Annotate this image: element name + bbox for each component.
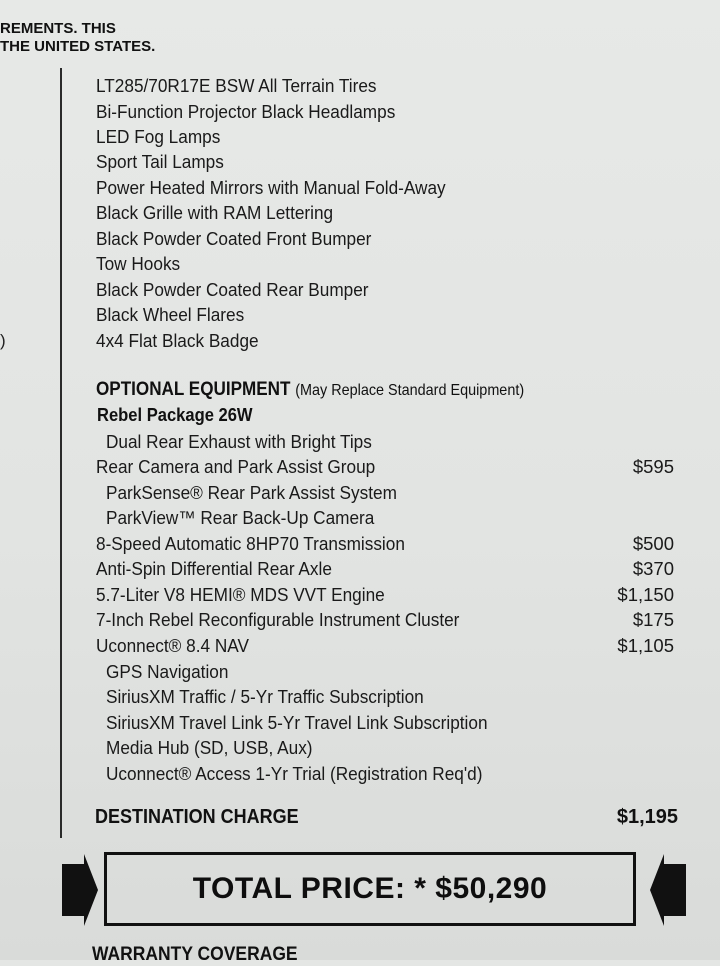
- list-item: Rear Camera and Park Assist Group: [96, 456, 376, 477]
- list-item: 5.7-Liter V8 HEMI® MDS VVT Engine: [96, 584, 385, 605]
- list-item: SiriusXM Traffic / 5-Yr Traffic Subscription: [106, 686, 424, 707]
- package-title: Rebel Package 26W: [97, 405, 253, 425]
- list-item: Bi-Function Projector Black Headlamps: [96, 101, 396, 122]
- list-item: SiriusXM Travel Link 5-Yr Travel Link Subscription: [106, 712, 488, 733]
- header-line-1: REMENTS. THIS: [0, 20, 116, 37]
- list-item: Uconnect® 8.4 NAV: [96, 635, 249, 656]
- item-price: $175: [632, 609, 674, 630]
- arrow-left-icon: [650, 854, 686, 926]
- warranty-heading: WARRANTY COVERAGE: [92, 944, 298, 965]
- item-price: $370: [632, 558, 674, 579]
- column-divider: [60, 68, 62, 838]
- total-price-box: [104, 852, 636, 926]
- list-item: 4x4 Flat Black Badge: [96, 330, 259, 351]
- list-item: Black Powder Coated Rear Bumper: [96, 279, 369, 300]
- list-item: Anti-Spin Differential Rear Axle: [96, 558, 332, 579]
- list-item: Black Wheel Flares: [96, 304, 245, 325]
- total-price: TOTAL PRICE: * $50,290: [192, 872, 548, 905]
- destination-charge-label: DESTINATION CHARGE: [95, 806, 299, 828]
- list-item: ParkView™ Rear Back-Up Camera: [106, 507, 375, 528]
- destination-charge-price: $1,195: [616, 806, 678, 828]
- list-item: ParkSense® Rear Park Assist System: [106, 482, 397, 503]
- list-item: Sport Tail Lamps: [96, 151, 224, 172]
- header-line-2: THE UNITED STATES.: [0, 38, 156, 55]
- list-item: Uconnect® Access 1-Yr Trial (Registration Req'd): [106, 763, 483, 784]
- arrow-right-icon: [62, 854, 98, 926]
- left-margin-mark: ): [0, 331, 6, 350]
- item-price: $500: [632, 533, 674, 554]
- optional-equipment-heading: [96, 379, 524, 401]
- list-item: LT285/70R17E BSW All Terrain Tires: [96, 75, 377, 96]
- list-item: Black Powder Coated Front Bumper: [96, 228, 372, 249]
- list-item: 7-Inch Rebel Reconfigurable Instrument Cluster: [96, 609, 460, 630]
- list-item: Black Grille with RAM Lettering: [96, 202, 334, 223]
- list-item: GPS Navigation: [106, 661, 229, 682]
- list-item: Power Heated Mirrors with Manual Fold-Away: [96, 177, 446, 198]
- list-item: LED Fog Lamps: [96, 126, 221, 147]
- item-price: $595: [632, 456, 674, 477]
- optional-equipment-title: OPTIONAL EQUIPMENT: [96, 379, 291, 400]
- item-price: $1,150: [617, 584, 674, 605]
- list-item: Media Hub (SD, USB, Aux): [106, 737, 313, 758]
- item-price: $1,105: [617, 635, 674, 656]
- list-item: 8-Speed Automatic 8HP70 Transmission: [96, 533, 405, 554]
- list-item: Tow Hooks: [96, 253, 181, 274]
- list-item: Dual Rear Exhaust with Bright Tips: [106, 431, 372, 452]
- optional-equipment-subtitle: (May Replace Standard Equipment): [295, 382, 525, 399]
